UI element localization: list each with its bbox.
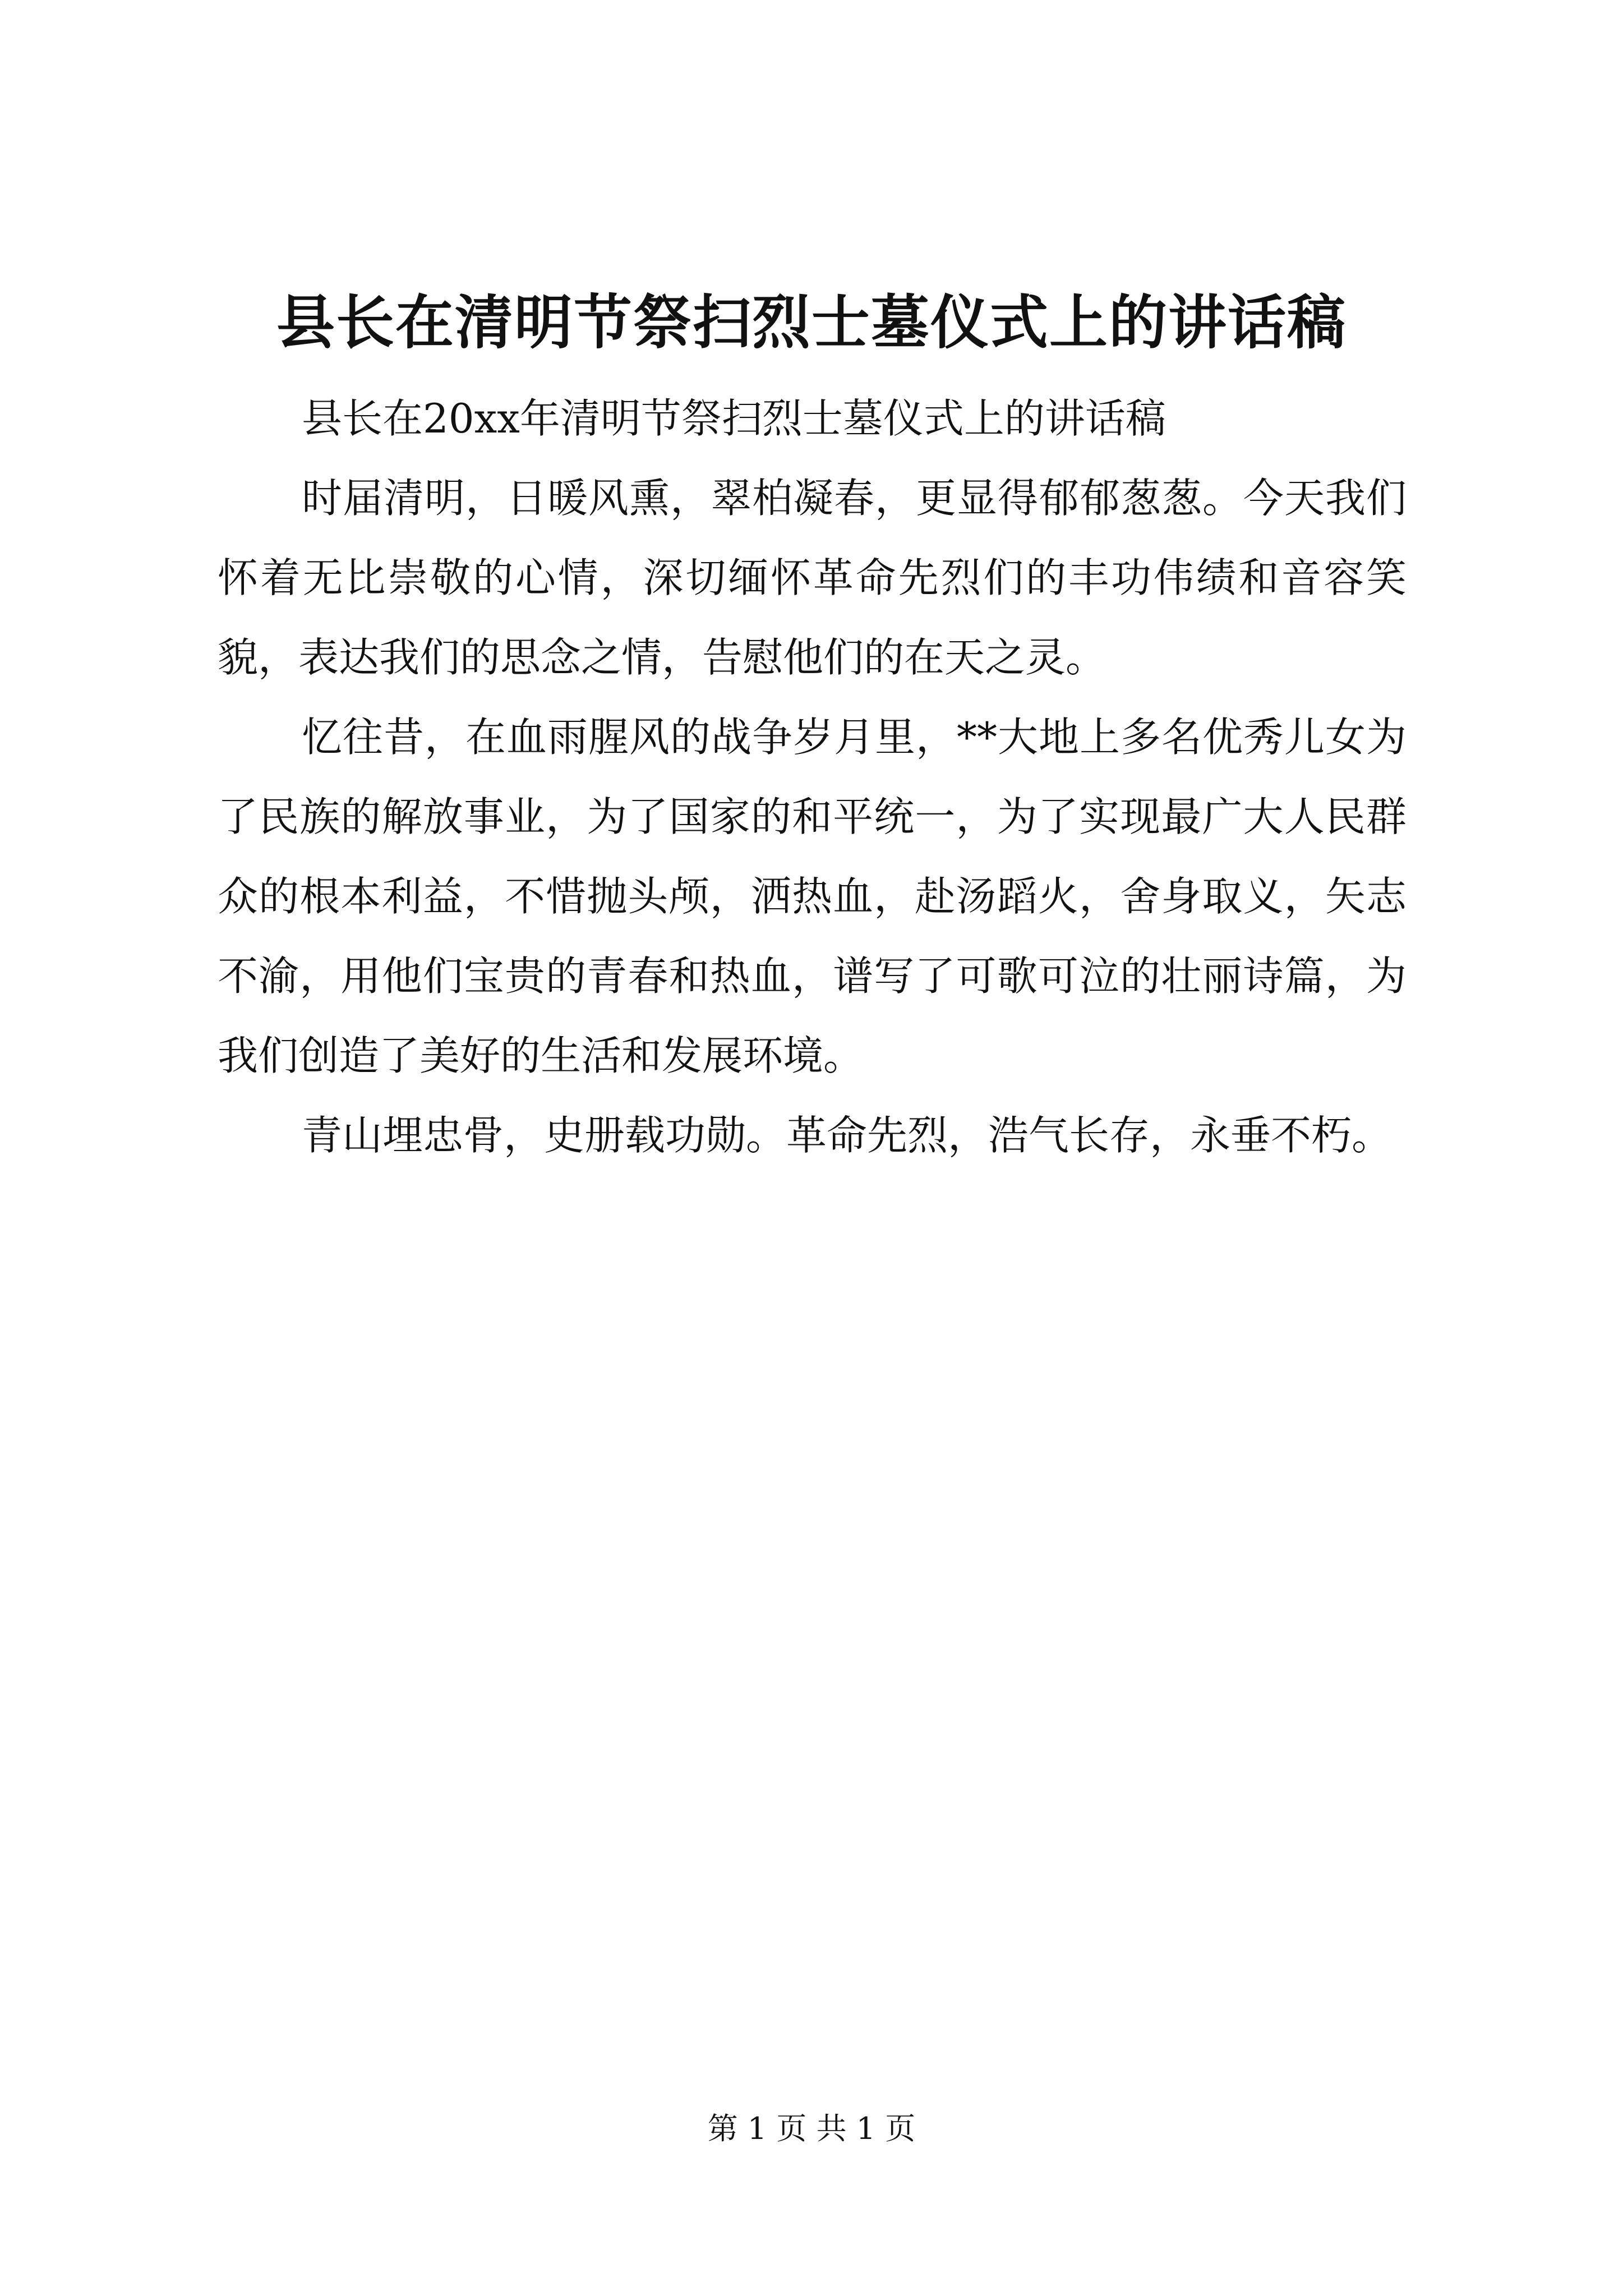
document-title: 县长在清明节祭扫烈士墓仪式上的讲话稿 [276, 288, 1347, 357]
paragraph-subtitle: 县长在20xx年清明节祭扫烈士墓仪式上的讲话稿 [302, 395, 1166, 442]
paragraph-opening: 时届清明，日暖风熏，翠柏凝春，更显得郁郁葱葱。今天我们怀着无比崇敬的心情，深切缅怀革命先烈们的丰功伟绩和音容笑貌，表达我们的思念之情，告慰他们的在天之灵。 [218, 475, 1407, 681]
paragraph-closing: 青山埋忠骨，史册载功勋。革命先烈，浩气长存，永垂不朽。 [302, 1112, 1393, 1159]
paragraph-history: 忆往昔，在血雨腥风的战争岁月里，**大地上多名优秀儿女为了民族的解放事业，为了国家的和平统一，为了实现最广大人民群众的根本利益，不惜抛头颅，洒热血，赴汤蹈火，舍身取义，矢志不渝，用他们宝贵的青春和热血，谱写了可歌可泣的壮丽诗篇，为我们创造了美好的生活和发展环境。 [218, 714, 1407, 1079]
document-body [218, 379, 1407, 1175]
page-number-footer: 第 1 页 共 1 页 [707, 2111, 916, 2146]
